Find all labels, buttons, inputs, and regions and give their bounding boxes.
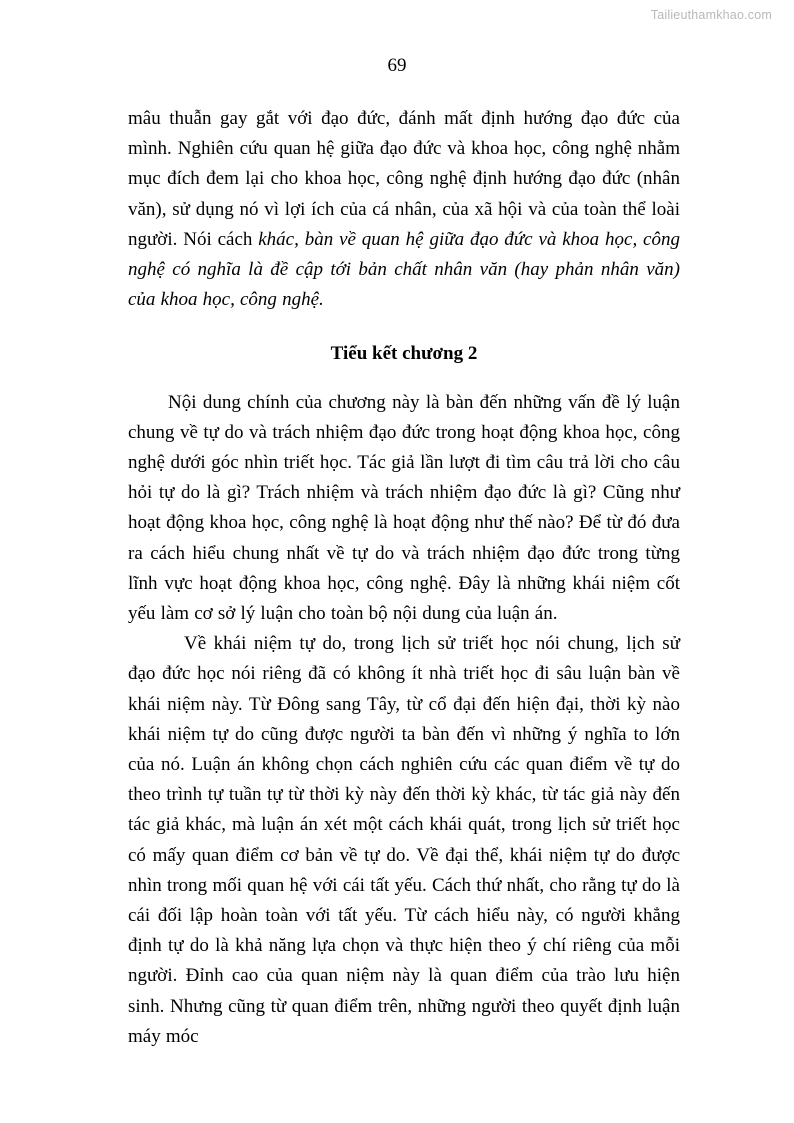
paragraph-1-plain: mâu thuẫn gay gắt với đạo đức, đánh mất định hướng đạo đức của mình. Nghiên cứu quan hệ giữa đạo đức và khoa học, công nghệ nhằm mục đích đem lại cho khoa học, công nghệ định hướng đạo đức (nhân văn), sử dụng nó vì lợi ích của cá nhân, của xã hội và của toàn thể loài người. Nói cách (128, 108, 680, 250)
page-body (128, 104, 680, 1052)
paragraph-continuation (128, 104, 680, 315)
paragraph-1-italic: khác, bàn về quan hệ giữa đạo đức và khoa học, công nghệ có nghĩa là đề cập tới bản chất nhân văn (hay phản nhân văn) của khoa học, công nghệ. (128, 228, 680, 311)
page-number: 69 (387, 55, 407, 76)
paragraph-freedom-concept: Về khái niệm tự do, trong lịch sử triết học nói chung, lịch sử đạo đức học nói riêng đã có không ít nhà triết học đi sâu luận bàn về khái niệm này. Từ Đông sang Tây, từ cổ đại đến hiện đại, thời kỳ nào khái niệm tự do cũng được người ta bàn đến vì những ý nghĩa to lớn của nó. Luận án không chọn cách nghiên cứu các quan điểm về tự do theo trình tự tuần tự từ thời kỳ này đến thời kỳ khác, từ tác giả này đến tác giả khác, mà luận án xét một cách khái quát, trong lịch sử triết học có mấy quan điểm cơ bản về tự do. Về đại thể, khái niệm tự do được nhìn trong mối quan hệ với cái tất yếu. Cách thứ nhất, cho rằng tự do là cái đối lập hoàn toàn với tất yếu. Từ cách hiểu này, có người khẳng định tự do là khả năng lựa chọn và thực hiện theo ý chí riêng của mỗi người. Đỉnh cao của quan niệm này là quan điểm của trào lưu hiện sinh. Nhưng cũng từ quan điểm trên, những người theo quyết định luận máy móc (128, 633, 680, 1047)
paragraph-summary-scope: Nội dung chính của chương này là bàn đến những vấn đề lý luận chung về tự do và trách nhiệm đạo đức trong hoạt động khoa học, công nghệ dưới góc nhìn triết học. Tác giả lần lượt đi tìm câu trả lời cho câu hỏi tự do là gì? Trách nhiệm và trách nhiệm đạo đức là gì? Cũng như hoạt động khoa học, công nghệ là hoạt động như thế nào? Để từ đó đưa ra cách hiểu chung nhất về tự do và trách nhiệm đạo đức trong từng lĩnh vực hoạt động khoa học, công nghệ. Đây là những khái niệm cốt yếu làm cơ sở lý luận cho toàn bộ nội dung của luận án. (128, 391, 680, 625)
section-heading: Tiểu kết chương 2 (330, 343, 478, 365)
watermark-text: Tailieuthamkhao.com (650, 8, 772, 22)
